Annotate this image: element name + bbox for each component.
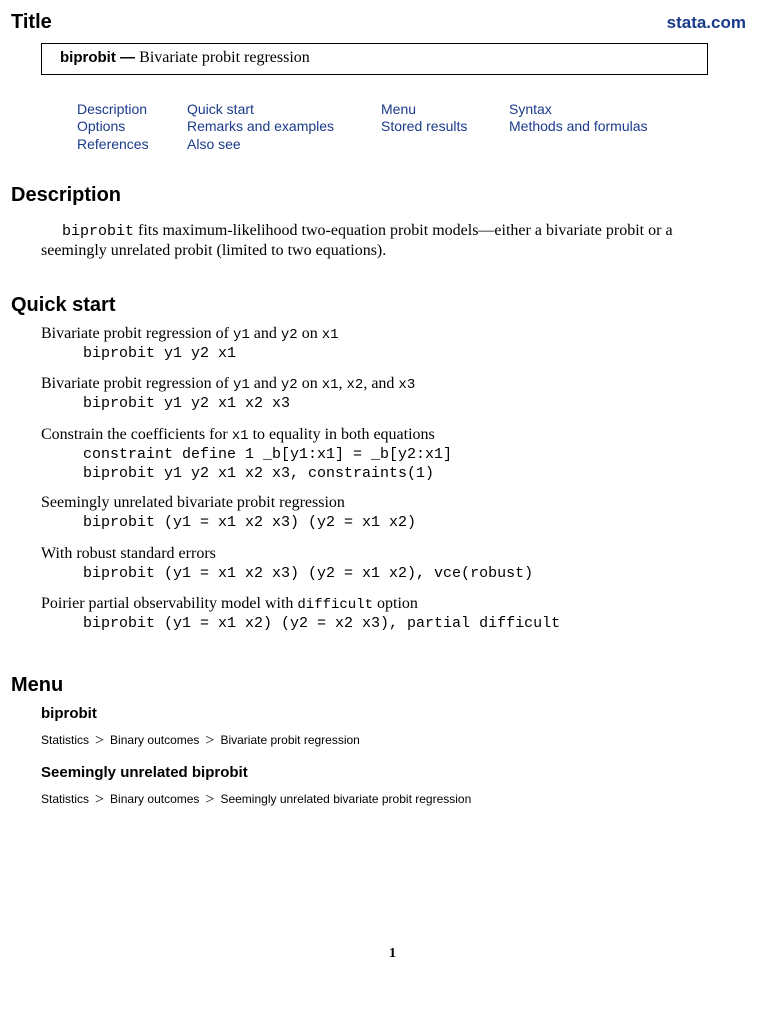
caption-text: option	[373, 595, 418, 612]
inline-code: y1	[232, 327, 250, 343]
quick-start-code: constraint define 1 _b[y1:x1] = _b[y2:x1]	[83, 446, 453, 463]
caption-text: Seemingly unrelated bivariate probit regression	[41, 494, 345, 511]
caption-text: and	[249, 375, 281, 392]
menu-path-separator: >	[205, 732, 215, 749]
menu-path-item[interactable]: Statistics	[41, 733, 90, 747]
caption-text: Bivariate probit regression of	[41, 325, 233, 342]
caption-text: Constrain the coefficients for	[41, 426, 232, 443]
page-number: 1	[389, 946, 396, 961]
description-text-line2: seemingly unrelated probit (limited to two equations).	[41, 242, 387, 259]
caption-text: and	[249, 325, 281, 342]
nav-link-methods-and-formulas[interactable]: Methods and formulas	[509, 118, 648, 134]
menu-path-item[interactable]: Bivariate probit regression	[220, 733, 360, 747]
inline-code: y1	[232, 377, 250, 393]
stata-site-link[interactable]: stata.com	[666, 13, 746, 32]
nav-link-options[interactable]: Options	[77, 118, 126, 134]
menu-path-item[interactable]: Statistics	[41, 792, 90, 806]
nav-link-syntax[interactable]: Syntax	[509, 101, 552, 117]
page-title: Title	[11, 11, 52, 33]
quick-start-caption	[41, 375, 415, 393]
caption-text: With robust standard errors	[41, 545, 216, 562]
menu-path	[41, 790, 471, 808]
caption-text: ,	[338, 375, 347, 392]
description-text-line1: fits maximum-likelihood two-equation probit models—either a bivariate probit or a	[134, 222, 673, 239]
quick-start-caption	[41, 494, 345, 512]
menu-path	[41, 731, 360, 749]
quick-start-caption	[41, 426, 435, 444]
nav-link-stored-results[interactable]: Stored results	[381, 118, 468, 134]
command-title	[60, 49, 310, 67]
inline-code: difficult	[297, 597, 374, 613]
inline-code: x1	[321, 327, 339, 343]
menu-path-separator: >	[95, 732, 105, 749]
menu-heading: Menu	[11, 674, 64, 696]
inline-code: x3	[398, 377, 416, 393]
command-title-box	[41, 43, 708, 75]
inline-code: y2	[280, 377, 298, 393]
caption-text: Poirier partial observability model with	[41, 595, 298, 612]
menu-path-item[interactable]: Seemingly unrelated bivariate probit regression	[220, 792, 472, 806]
command-name: biprobit —	[60, 49, 135, 66]
quick-start-caption	[41, 595, 418, 613]
inline-code: x1	[231, 428, 249, 444]
menu-entry-title: biprobit	[41, 705, 97, 722]
quick-start-code: biprobit y1 y2 x1	[83, 345, 237, 362]
caption-text: Bivariate probit regression of	[41, 375, 233, 392]
nav-link-references[interactable]: References	[77, 136, 149, 152]
quick-start-code: biprobit y1 y2 x1 x2 x3	[83, 395, 291, 412]
quick-start-caption	[41, 545, 216, 563]
inline-code: y2	[280, 327, 298, 343]
command-description: Bivariate probit regression	[139, 49, 310, 66]
menu-path-item[interactable]: Binary outcomes	[110, 733, 200, 747]
quick-start-caption	[41, 325, 339, 343]
quick-start-code: biprobit (y1 = x1 x2 x3) (y2 = x1 x2), vce(robust)	[83, 565, 534, 582]
description-paragraph	[41, 221, 746, 260]
inline-code: x2	[346, 377, 364, 393]
menu-path-separator: >	[205, 791, 215, 808]
quick-start-code: biprobit (y1 = x1 x2) (y2 = x2 x3), partial difficult	[83, 615, 561, 632]
quick-start-code: biprobit y1 y2 x1 x2 x3, constraints(1)	[83, 465, 435, 482]
caption-text: on	[297, 325, 322, 342]
quick-start-heading: Quick start	[11, 294, 116, 316]
nav-link-remarks-and-examples[interactable]: Remarks and examples	[187, 118, 335, 134]
nav-link-quick-start[interactable]: Quick start	[187, 101, 254, 117]
description-heading: Description	[11, 184, 122, 206]
caption-text: to equality in both equations	[248, 426, 435, 443]
menu-path-item[interactable]: Binary outcomes	[110, 792, 200, 806]
quick-start-code: biprobit (y1 = x1 x2 x3) (y2 = x1 x2)	[83, 514, 417, 531]
description-command: biprobit	[62, 223, 135, 240]
caption-text: , and	[363, 375, 399, 392]
nav-link-description[interactable]: Description	[77, 101, 148, 117]
menu-path-separator: >	[95, 791, 105, 808]
nav-link-also-see[interactable]: Also see	[187, 136, 241, 152]
nav-link-menu[interactable]: Menu	[381, 101, 417, 117]
inline-code: x1	[321, 377, 339, 393]
menu-entry-title: Seemingly unrelated biprobit	[41, 764, 248, 781]
caption-text: on	[297, 375, 322, 392]
